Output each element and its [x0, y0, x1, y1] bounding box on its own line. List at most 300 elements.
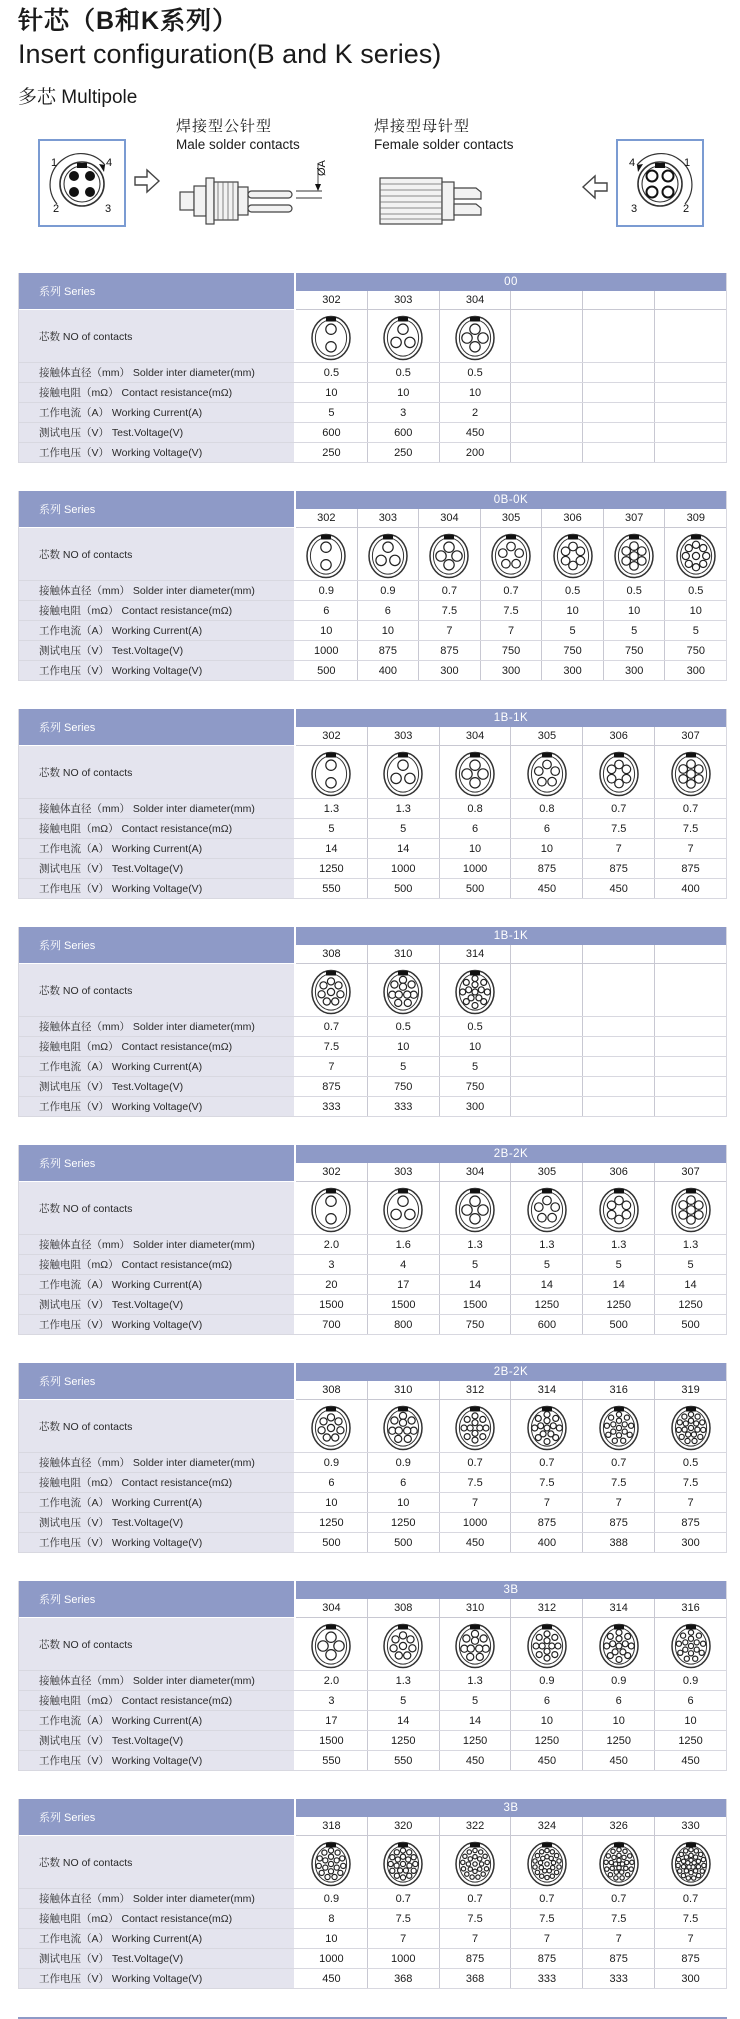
page-title-cn: 针芯（B和K系列）: [18, 7, 239, 35]
value-cell: [510, 363, 582, 382]
value-cell: 7: [439, 1493, 511, 1512]
table-header-right: [296, 1799, 726, 1836]
value-cell: 333: [582, 1969, 654, 1988]
contact-face-icon: [668, 1619, 714, 1669]
value-cell: 300: [654, 1969, 726, 1988]
value-cells: [296, 581, 726, 600]
value-cells: [296, 383, 726, 402]
value-cell: [654, 1097, 726, 1116]
value-cells: [296, 1255, 726, 1274]
value-cell: 6: [582, 1691, 654, 1710]
value-cell: 6: [323, 604, 330, 617]
model-header: [654, 291, 726, 309]
series-name-cell: 1B-1K: [296, 927, 726, 945]
value-cell: 875: [654, 1513, 726, 1532]
row-test-voltage: [19, 1731, 726, 1751]
contact-face-icon: [380, 1401, 426, 1451]
value-cell: 17: [325, 1714, 338, 1727]
value-cell: 7.5: [510, 1909, 582, 1928]
contacts-cells: [296, 1836, 726, 1888]
value-cell: 0.5: [439, 1017, 511, 1036]
value-cell: 1000: [367, 859, 439, 878]
model-header: 319: [654, 1381, 726, 1399]
model-header: 305: [510, 727, 582, 745]
row-label: 接触电阻（mΩ） Contact resistance(mΩ): [19, 1909, 296, 1928]
model-header: 310: [367, 945, 439, 963]
series-label-cell: 系列 Series: [19, 927, 296, 963]
table-header-row: [19, 273, 726, 310]
table-header-row: [19, 1581, 726, 1618]
row-working-voltage: [19, 1315, 726, 1334]
value-cell: 400: [510, 1533, 582, 1552]
table-header-row: [19, 1799, 726, 1836]
series-table: [18, 273, 727, 463]
value-cell: 10: [367, 1037, 439, 1056]
row-test-voltage: [19, 859, 726, 879]
value-cell: 368: [439, 1969, 511, 1988]
contact-face-icon: [668, 747, 714, 797]
model-header: 306: [582, 1163, 654, 1181]
contact-figure-cell: [510, 1836, 582, 1888]
contacts-cells: [296, 528, 726, 580]
contact-figure-cell: [582, 1400, 654, 1452]
row-test-voltage: [19, 1949, 726, 1969]
value-cell: 0.7: [582, 799, 654, 818]
table-header-row: [19, 1145, 726, 1182]
value-cell: 10: [510, 1711, 582, 1730]
value-cell: 300: [603, 661, 665, 680]
value-cell: 875: [439, 1949, 511, 1968]
value-cell: 200: [439, 443, 511, 462]
model-header: [510, 291, 582, 309]
contact-figure-cell: [603, 528, 665, 580]
value-cell: 1250: [367, 1731, 439, 1750]
value-cell: 300: [480, 661, 542, 680]
value-cells: [296, 799, 726, 818]
value-cell: 14: [367, 1711, 439, 1730]
contact-figure-cell: [654, 1618, 726, 1670]
value-cell: 0.7: [510, 1453, 582, 1472]
contact-figure-cell: [510, 1182, 582, 1234]
female-label-cn: 焊接型母针型: [374, 118, 471, 136]
male-face-box: [38, 139, 126, 227]
row-working-voltage: [19, 1533, 726, 1552]
contact-figure-cell: [367, 1182, 439, 1234]
value-cells: [296, 363, 726, 382]
value-cell: 2.0: [323, 1238, 340, 1251]
contact-face-icon: [596, 1401, 642, 1451]
contact-face-icon: [596, 747, 642, 797]
model-header-row: [296, 509, 726, 528]
value-cell: 2: [439, 403, 511, 422]
value-cell: 0.9: [510, 1671, 582, 1690]
value-cell: 10: [541, 601, 603, 620]
row-working-current: [19, 1275, 726, 1295]
value-cell: 0.7: [323, 1020, 340, 1033]
contact-face-icon: [668, 1401, 714, 1451]
contact-figure-cell: [296, 746, 367, 798]
contact-face-icon: [308, 1183, 354, 1233]
value-cell: 7: [582, 1929, 654, 1948]
contacts-cells: [296, 746, 726, 798]
row-label: 接触体直径（mm） Solder inter diameter(mm): [19, 1017, 296, 1036]
contact-figure-cell: [582, 1182, 654, 1234]
value-cells: [296, 1949, 726, 1968]
value-cell: 10: [320, 624, 333, 637]
model-header: 310: [439, 1599, 511, 1617]
model-header: 322: [439, 1817, 511, 1835]
row-label: 工作电流（A） Working Current(A): [19, 839, 296, 858]
value-cell: 7: [510, 1493, 582, 1512]
model-header: 302: [322, 730, 341, 743]
value-cell: 7: [480, 621, 542, 640]
value-cell: 10: [582, 1711, 654, 1730]
contact-figure-cell: [367, 964, 439, 1016]
row-contact-resistance: [19, 819, 726, 839]
arrow-left-icon: [574, 173, 616, 206]
value-cells: [296, 601, 726, 620]
contact-face-icon: [611, 529, 657, 579]
model-header: 306: [541, 509, 603, 527]
contact-figure-cell: [654, 746, 726, 798]
row-working-voltage: [19, 1097, 726, 1116]
value-cell: 14: [439, 1711, 511, 1730]
value-cells: [296, 1275, 726, 1294]
value-cells: [296, 1235, 726, 1254]
contact-figure-cell: [510, 310, 582, 362]
value-cell: 450: [439, 423, 511, 442]
value-cell: [582, 1097, 654, 1116]
contact-face-icon: [452, 1401, 498, 1451]
value-cell: 17: [367, 1275, 439, 1294]
model-header: 304: [439, 1163, 511, 1181]
value-cell: 0.7: [480, 581, 542, 600]
table-header-right: [296, 1145, 726, 1182]
value-cell: 0.9: [318, 584, 334, 597]
value-cell: 1000: [319, 1952, 344, 1965]
contact-face-icon: [380, 311, 426, 361]
row-working-current: [19, 621, 726, 641]
value-cell: [582, 1017, 654, 1036]
series-name-cell: 2B-2K: [296, 1363, 726, 1381]
value-cell: 1.3: [367, 1671, 439, 1690]
value-cells: [296, 661, 726, 680]
value-cell: 14: [582, 1275, 654, 1294]
row-label: 测试电压（V） Test.Voltage(V): [19, 1295, 296, 1314]
row-working-voltage: [19, 1751, 726, 1770]
contact-face-icon: [308, 311, 354, 361]
value-cell: 10: [664, 601, 726, 620]
value-cell: 7.5: [323, 1040, 340, 1053]
value-cell: 750: [439, 1077, 511, 1096]
value-cell: [510, 1017, 582, 1036]
value-cell: 500: [322, 1536, 341, 1549]
row-label: 接触体直径（mm） Solder inter diameter(mm): [19, 363, 296, 382]
model-header: [582, 291, 654, 309]
row-working-voltage: [19, 661, 726, 680]
value-cell: 5: [367, 1057, 439, 1076]
series-name-cell: 2B-2K: [296, 1145, 726, 1163]
model-header: 303: [357, 509, 419, 527]
value-cell: 1250: [319, 1516, 344, 1529]
row-test-voltage: [19, 1513, 726, 1533]
value-cell: 7.5: [654, 819, 726, 838]
row-label: 芯数 NO of contacts: [19, 746, 296, 798]
value-cell: [510, 403, 582, 422]
value-cell: 7: [654, 1929, 726, 1948]
row-label: 工作电压（V） Working Voltage(V): [19, 1751, 296, 1770]
arrow-right-icon: [126, 167, 168, 200]
series-label-cell: 系列 Series: [19, 273, 296, 309]
contact-face-icon: [308, 965, 354, 1015]
contact-figure-cell: [480, 528, 542, 580]
table-header-row: [19, 709, 726, 746]
contact-figure-cell: [296, 1618, 367, 1670]
value-cell: 7.5: [439, 1473, 511, 1492]
contacts-row: [19, 746, 726, 799]
contact-face-icon: [452, 747, 498, 797]
row-solder-diameter: [19, 363, 726, 383]
value-cell: 0.5: [323, 366, 340, 379]
row-label: 接触电阻（mΩ） Contact resistance(mΩ): [19, 1255, 296, 1274]
contact-figure-cell: [439, 1836, 511, 1888]
value-cell: 7: [582, 1493, 654, 1512]
value-cell: 333: [367, 1097, 439, 1116]
row-label: 芯数 NO of contacts: [19, 964, 296, 1016]
value-cell: 0.7: [582, 1453, 654, 1472]
page-subtitle: 多芯 Multipole: [18, 87, 138, 109]
value-cell: 250: [367, 443, 439, 462]
value-cell: 5: [439, 1057, 511, 1076]
table-header-right: [296, 1363, 726, 1400]
value-cell: 1250: [319, 862, 344, 875]
contact-face-icon: [524, 1401, 570, 1451]
model-header: 324: [510, 1817, 582, 1835]
row-label: 测试电压（V） Test.Voltage(V): [19, 641, 296, 660]
value-cell: 550: [367, 1751, 439, 1770]
value-cells: [296, 1929, 726, 1948]
series-name-cell: 3B: [296, 1799, 726, 1817]
value-cell: 450: [582, 879, 654, 898]
contact-figure-cell: [654, 1836, 726, 1888]
value-cell: 1250: [654, 1731, 726, 1750]
contact-figure-cell: [367, 1836, 439, 1888]
value-cell: 450: [439, 1533, 511, 1552]
value-cell: 0.7: [367, 1889, 439, 1908]
row-label: 芯数 NO of contacts: [19, 1182, 296, 1234]
model-header-row: [296, 1599, 726, 1618]
model-header: 308: [322, 1384, 341, 1397]
contact-face-icon: [380, 1619, 426, 1669]
value-cells: [296, 1889, 726, 1908]
value-cell: 750: [480, 641, 542, 660]
value-cell: 7.5: [582, 1473, 654, 1492]
row-label: 工作电压（V） Working Voltage(V): [19, 661, 296, 680]
value-cells: [296, 1513, 726, 1532]
value-cell: 1.3: [367, 799, 439, 818]
model-header: 303: [367, 1163, 439, 1181]
contact-face-icon: [452, 965, 498, 1015]
row-label: 工作电流（A） Working Current(A): [19, 403, 296, 422]
model-header: 307: [603, 509, 665, 527]
value-cells: [296, 641, 726, 660]
contact-figure-cell: [582, 310, 654, 362]
value-cell: 0.9: [323, 1892, 340, 1905]
value-cells: [296, 1533, 726, 1552]
row-label: 接触电阻（mΩ） Contact resistance(mΩ): [19, 1691, 296, 1710]
value-cell: 875: [582, 1949, 654, 1968]
table-header-right: [296, 927, 726, 964]
row-label: 芯数 NO of contacts: [19, 528, 296, 580]
female-face-box: [616, 139, 704, 227]
value-cell: 14: [654, 1275, 726, 1294]
value-cell: 450: [322, 1972, 341, 1985]
value-cell: 1250: [367, 1513, 439, 1532]
value-cell: 875: [654, 859, 726, 878]
contact-figure-cell: [439, 1618, 511, 1670]
series-label-cell: 系列 Series: [19, 1581, 296, 1617]
value-cell: 20: [325, 1278, 338, 1291]
value-cell: 0.7: [582, 1889, 654, 1908]
row-label: 工作电流（A） Working Current(A): [19, 1057, 296, 1076]
row-label: 接触体直径（mm） Solder inter diameter(mm): [19, 799, 296, 818]
row-label: 接触体直径（mm） Solder inter diameter(mm): [19, 1889, 296, 1908]
value-cell: [654, 1057, 726, 1076]
value-cells: [296, 1037, 726, 1056]
value-cell: 7: [439, 1929, 511, 1948]
series-label-cell: 系列 Series: [19, 1145, 296, 1181]
contact-figure-cell: [654, 1182, 726, 1234]
contacts-row: [19, 1400, 726, 1453]
value-cell: [654, 1077, 726, 1096]
male-face-diagram-icon: [43, 144, 121, 222]
contact-face-icon: [596, 1837, 642, 1887]
value-cell: [582, 363, 654, 382]
row-label: 工作电流（A） Working Current(A): [19, 1493, 296, 1512]
table-header-right: [296, 273, 726, 310]
value-cell: [510, 423, 582, 442]
value-cell: 450: [582, 1751, 654, 1770]
model-header-row: [296, 1163, 726, 1182]
value-cell: 7.5: [582, 819, 654, 838]
value-cell: 0.7: [439, 1889, 511, 1908]
row-label: 接触体直径（mm） Solder inter diameter(mm): [19, 1671, 296, 1690]
value-cell: 1250: [582, 1295, 654, 1314]
diagram-strip: [18, 115, 727, 255]
value-cell: 333: [322, 1100, 341, 1113]
value-cells: [296, 1751, 726, 1770]
row-label: 接触电阻（mΩ） Contact resistance(mΩ): [19, 819, 296, 838]
page-title-en: Insert configuration(B and K series): [18, 39, 442, 70]
value-cell: [654, 443, 726, 462]
row-working-current: [19, 1057, 726, 1077]
value-cell: 7.5: [418, 601, 480, 620]
value-cell: 1.3: [510, 1235, 582, 1254]
value-cell: 3: [367, 403, 439, 422]
contact-face-icon: [524, 1619, 570, 1669]
model-header: [510, 945, 582, 963]
value-cell: 6: [367, 1473, 439, 1492]
value-cell: 10: [357, 621, 419, 640]
value-cell: 1250: [439, 1731, 511, 1750]
row-label: 工作电压（V） Working Voltage(V): [19, 1533, 296, 1552]
value-cell: 7: [510, 1929, 582, 1948]
contact-face-icon: [524, 1837, 570, 1887]
value-cell: 0.7: [510, 1889, 582, 1908]
contact-figure-cell: [296, 528, 357, 580]
value-cell: 0.5: [654, 1453, 726, 1472]
model-header: 312: [510, 1599, 582, 1617]
value-cell: 1.6: [367, 1235, 439, 1254]
dimension-label: ØA: [316, 160, 328, 177]
value-cell: 5: [367, 1691, 439, 1710]
value-cell: 10: [439, 383, 511, 402]
row-label: 接触电阻（mΩ） Contact resistance(mΩ): [19, 383, 296, 402]
row-label: 测试电压（V） Test.Voltage(V): [19, 1513, 296, 1532]
series-table: [18, 491, 727, 681]
male-connector-section: [176, 115, 366, 247]
contact-face-icon: [524, 1183, 570, 1233]
model-header: 304: [439, 727, 511, 745]
value-cell: 875: [510, 859, 582, 878]
value-cell: 8: [328, 1912, 335, 1925]
value-cell: 0.8: [439, 799, 511, 818]
value-cell: 1250: [582, 1731, 654, 1750]
value-cell: [510, 1097, 582, 1116]
model-header: [582, 945, 654, 963]
row-label: 工作电压（V） Working Voltage(V): [19, 1097, 296, 1116]
value-cell: 2.0: [323, 1674, 340, 1687]
row-working-current: [19, 839, 726, 859]
model-header: 316: [582, 1381, 654, 1399]
contact-figure-cell: [664, 528, 726, 580]
contacts-cells: [296, 310, 726, 362]
series-name-cell: 1B-1K: [296, 709, 726, 727]
value-cells: [296, 1473, 726, 1492]
model-header: 314: [582, 1599, 654, 1617]
contact-figure-cell: [510, 964, 582, 1016]
value-cells: [296, 1969, 726, 1988]
series-name-cell: 0B-0K: [296, 491, 726, 509]
value-cell: 1.3: [323, 802, 340, 815]
contact-figure-cell: [439, 964, 511, 1016]
value-cell: 0.5: [603, 581, 665, 600]
female-face-diagram-icon: [621, 144, 699, 222]
contacts-row: [19, 1618, 726, 1671]
value-cell: 10: [325, 1496, 338, 1509]
contact-figure-cell: [510, 1618, 582, 1670]
value-cell: 7: [367, 1929, 439, 1948]
row-test-voltage: [19, 1077, 726, 1097]
value-cell: 5: [664, 621, 726, 640]
contact-figure-cell: [510, 746, 582, 798]
row-contact-resistance: [19, 1255, 726, 1275]
pin-number: 2: [683, 203, 690, 216]
model-header: 330: [654, 1817, 726, 1835]
value-cell: 875: [510, 1949, 582, 1968]
value-cell: [510, 443, 582, 462]
table-header-right: [296, 1581, 726, 1618]
value-cell: 7: [654, 1493, 726, 1512]
pin-number: 2: [53, 203, 60, 216]
row-label: 工作电流（A） Working Current(A): [19, 1929, 296, 1948]
contact-face-icon: [308, 747, 354, 797]
row-working-current: [19, 1493, 726, 1513]
value-cell: 500: [654, 1315, 726, 1334]
spec-tables: [18, 273, 727, 1989]
value-cell: 10: [325, 1932, 338, 1945]
value-cell: 400: [357, 661, 419, 680]
